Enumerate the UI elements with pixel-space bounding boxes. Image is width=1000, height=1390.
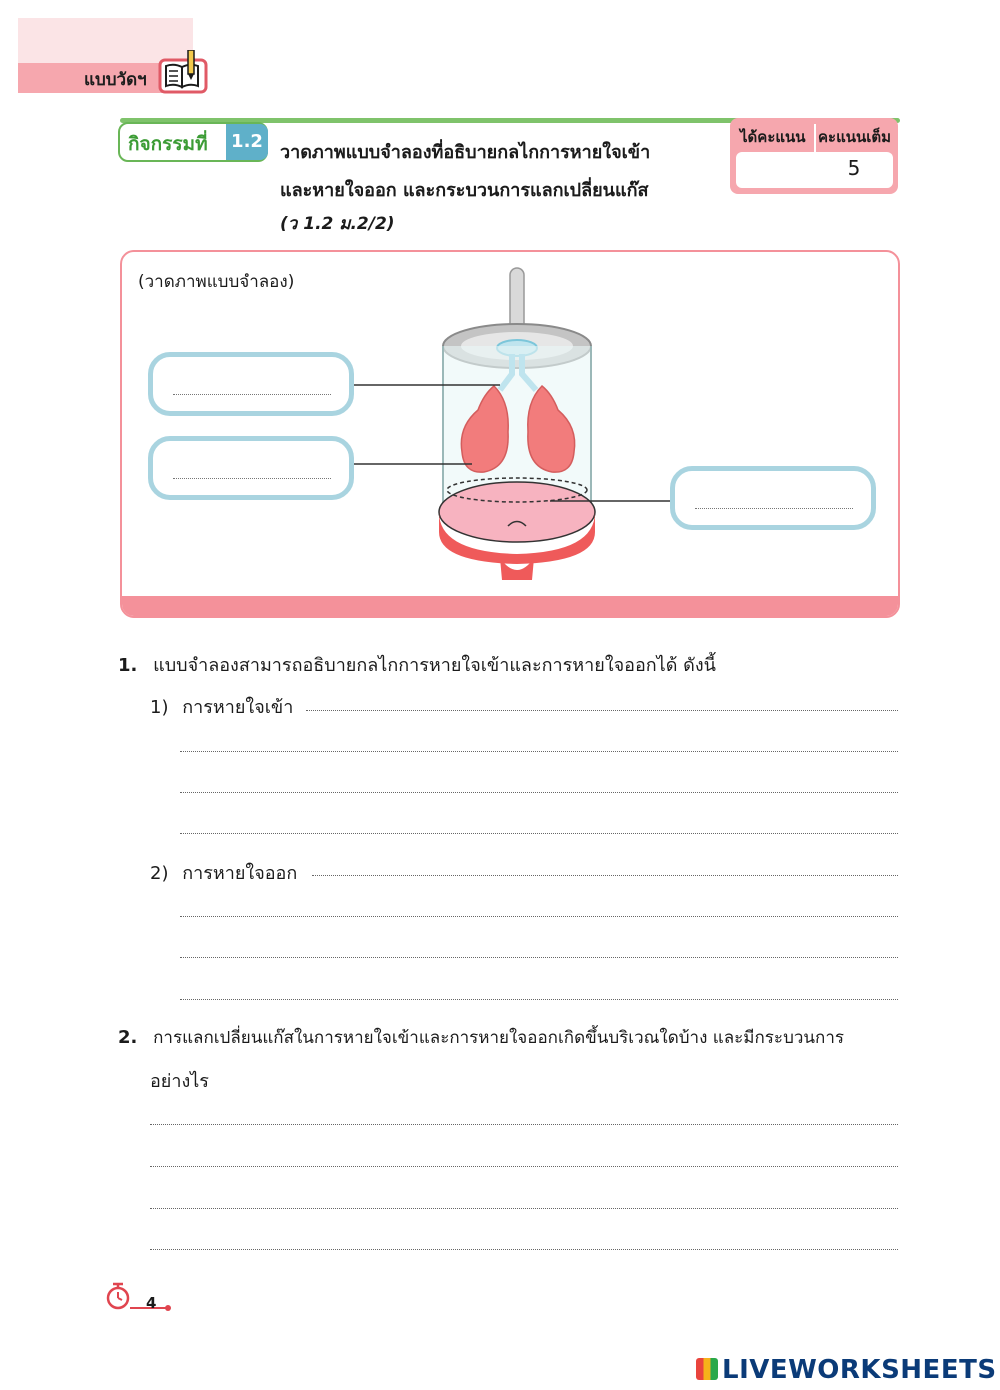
sub-1-text: การหายใจเข้า: [182, 697, 294, 718]
label-box-1-answer-line: [173, 394, 331, 395]
score-got-label: ได้คะแนน: [740, 128, 806, 146]
label-connectors: [122, 252, 900, 618]
answer-line[interactable]: [150, 1124, 898, 1125]
answer-line[interactable]: [150, 1249, 898, 1250]
answer-line[interactable]: [180, 751, 898, 752]
answer-line[interactable]: [180, 957, 898, 958]
instruction-line-1: วาดภาพแบบจำลองที่อธิบายกลไกการหายใจเข้า: [280, 142, 651, 163]
flask-clock-icon: [104, 1280, 174, 1314]
score-full-value: 5: [847, 156, 861, 180]
question-2-number: 2.: [118, 1027, 138, 1048]
answer-line[interactable]: [312, 875, 898, 876]
activity-number: 1.2: [226, 124, 268, 160]
label-box-2[interactable]: [148, 436, 354, 500]
label-box-2-answer-line: [173, 478, 331, 479]
answer-line[interactable]: [150, 1166, 898, 1167]
score-full-label: คะแนนเต็ม: [818, 128, 892, 146]
curriculum-standard: (ว 1.2 ม.2/2): [280, 214, 395, 234]
answer-line[interactable]: [180, 916, 898, 917]
page-number: 4: [146, 1294, 157, 1312]
sub-2-number: 2): [150, 863, 169, 884]
drawing-frame: [120, 250, 900, 618]
question-1-sub-2: [150, 858, 297, 887]
label-box-3-answer-line: [695, 508, 853, 509]
header-title: แบบวัดฯ: [84, 70, 147, 90]
label-box-3[interactable]: [670, 466, 876, 530]
drawing-caption: (วาดภาพแบบจำลอง): [138, 272, 295, 292]
answer-line[interactable]: [180, 833, 898, 834]
answer-line[interactable]: [150, 1208, 898, 1209]
answer-line[interactable]: [180, 999, 898, 1000]
activity-instruction: [280, 134, 650, 210]
question-2: [118, 1024, 908, 1051]
answer-line[interactable]: [306, 710, 898, 711]
answer-line[interactable]: [180, 792, 898, 793]
question-1-sub-1: [150, 692, 293, 721]
question-2-text-line-1: การแลกเปลี่ยนแก๊สในการหายใจเข้าและการหายใจออกเกิดขึ้นบริเวณใดบ้าง และมีกระบวนการ: [153, 1028, 844, 1048]
logo-mark-icon: [696, 1358, 718, 1380]
sub-2-text: การหายใจออก: [182, 863, 298, 884]
question-1: [118, 650, 716, 679]
sub-1-number: 1): [150, 697, 169, 718]
liveworksheets-logo: [696, 1355, 997, 1385]
activity-label: กิจกรรมที่: [128, 133, 208, 155]
label-box-1[interactable]: [148, 352, 354, 416]
question-1-text: แบบจำลองสามารถอธิบายกลไกการหายใจเข้าและการหายใจออกได้ ดังนี้: [153, 655, 716, 676]
instruction-line-2: และหายใจออก และกระบวนการแลกเปลี่ยนแก๊ส: [280, 180, 649, 201]
footer-brand: LIVEWORKSHEETS: [722, 1355, 997, 1385]
question-1-number: 1.: [118, 655, 138, 676]
question-2-text-line-2: อย่างไร: [150, 1071, 209, 1092]
book-pencil-icon: [158, 50, 208, 94]
